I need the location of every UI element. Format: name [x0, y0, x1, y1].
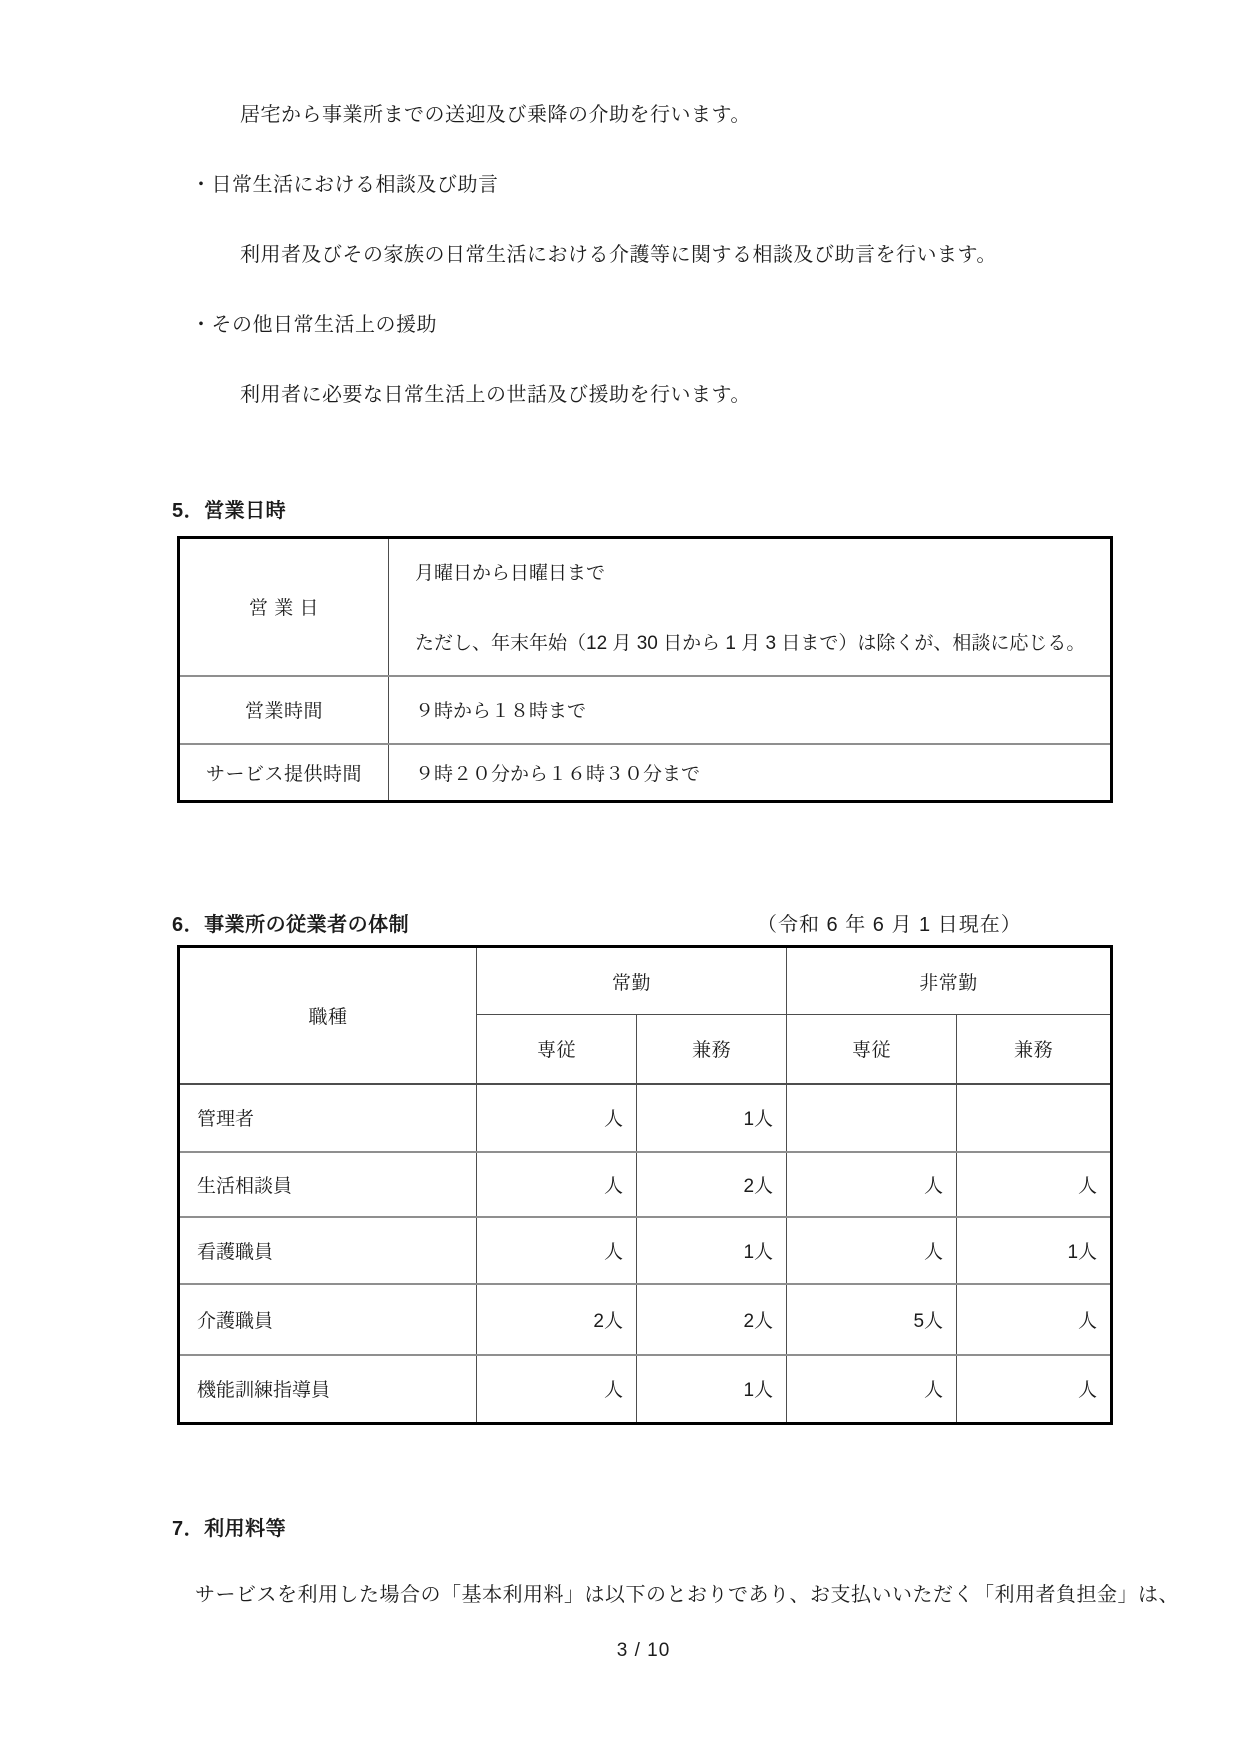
table-row — [179, 744, 1112, 802]
count-cell: 人 — [787, 1355, 957, 1424]
count-cell: 人 — [477, 1084, 637, 1152]
staff-table — [177, 945, 1113, 1425]
parttime-header: 非常勤 — [787, 947, 1112, 1015]
page-number: 3 / 10 — [616, 1640, 671, 1661]
service-hours-value: ９時２０分から１６時３０分まで — [389, 744, 1112, 802]
parttime-concurrent-header: 兼務 — [957, 1015, 1112, 1084]
as-of-date-note: （令和 6 年 6 月 1 日現在） — [757, 914, 1022, 936]
business-day-line2: ただし、年末年始（12 月 30 日から 1 月 3 日まで）は除くが、相談に応じる。 — [415, 633, 1086, 655]
table-row — [179, 1284, 1112, 1355]
business-day-value — [389, 538, 1112, 676]
table-row — [179, 1217, 1112, 1284]
paragraph-transport: 居宅から事業所までの送迎及び乗降の介助を行います。 — [240, 104, 751, 126]
section6-heading: 6．事業所の従業者の体制 — [172, 914, 410, 936]
table-row — [179, 538, 1112, 676]
count-cell: 5人 — [787, 1284, 957, 1355]
count-cell: 人 — [957, 1152, 1112, 1217]
paragraph-consultation: 利用者及びその家族の日常生活における介護等に関する相談及び助言を行います。 — [240, 244, 997, 266]
business-day-line1: 月曜日から日曜日まで — [415, 563, 606, 585]
count-cell — [787, 1084, 957, 1152]
count-cell: 人 — [787, 1217, 957, 1284]
job-label: 看護職員 — [179, 1217, 477, 1284]
count-cell: 1人 — [957, 1217, 1112, 1284]
count-cell: 人 — [477, 1355, 637, 1424]
fulltime-dedicated-header: 専従 — [477, 1015, 637, 1084]
staff-table-header-row — [179, 947, 1112, 1015]
section5-heading: 5．営業日時 — [172, 500, 287, 522]
count-cell: 2人 — [637, 1284, 787, 1355]
section7-heading: 7．利用料等 — [172, 1518, 287, 1540]
table-row — [179, 1084, 1112, 1152]
fulltime-header: 常勤 — [477, 947, 787, 1015]
count-cell: 2人 — [637, 1152, 787, 1217]
count-cell: 人 — [787, 1152, 957, 1217]
job-type-header: 職種 — [179, 947, 477, 1084]
fulltime-concurrent-header: 兼務 — [637, 1015, 787, 1084]
business-day-label: 営 業 日 — [179, 538, 389, 676]
count-cell: 人 — [957, 1355, 1112, 1424]
table-row — [179, 1355, 1112, 1424]
count-cell: 1人 — [637, 1355, 787, 1424]
paragraph-fees: サービスを利用した場合の「基本利用料」は以下のとおりであり、お支払いいただく「利用者負担金」は、 — [195, 1584, 1179, 1606]
count-cell: 人 — [477, 1152, 637, 1217]
business-hours-table — [177, 536, 1113, 803]
bullet-consultation: ・日常生活における相談及び助言 — [191, 174, 499, 196]
count-cell: 1人 — [637, 1084, 787, 1152]
count-cell: 1人 — [637, 1217, 787, 1284]
paragraph-daily-support: 利用者に必要な日常生活上の世話及び援助を行います。 — [240, 384, 751, 406]
table-row — [179, 1152, 1112, 1217]
service-hours-label: サービス提供時間 — [179, 744, 389, 802]
job-label: 管理者 — [179, 1084, 477, 1152]
count-cell: 人 — [957, 1284, 1112, 1355]
job-label: 介護職員 — [179, 1284, 477, 1355]
parttime-dedicated-header: 専従 — [787, 1015, 957, 1084]
business-hours-value: ９時から１８時まで — [389, 676, 1112, 744]
table-row — [179, 676, 1112, 744]
count-cell: 2人 — [477, 1284, 637, 1355]
bullet-daily-support: ・その他日常生活上の援助 — [191, 314, 437, 336]
count-cell — [957, 1084, 1112, 1152]
job-label: 生活相談員 — [179, 1152, 477, 1217]
business-hours-label: 営業時間 — [179, 676, 389, 744]
count-cell: 人 — [477, 1217, 637, 1284]
job-label: 機能訓練指導員 — [179, 1355, 477, 1424]
